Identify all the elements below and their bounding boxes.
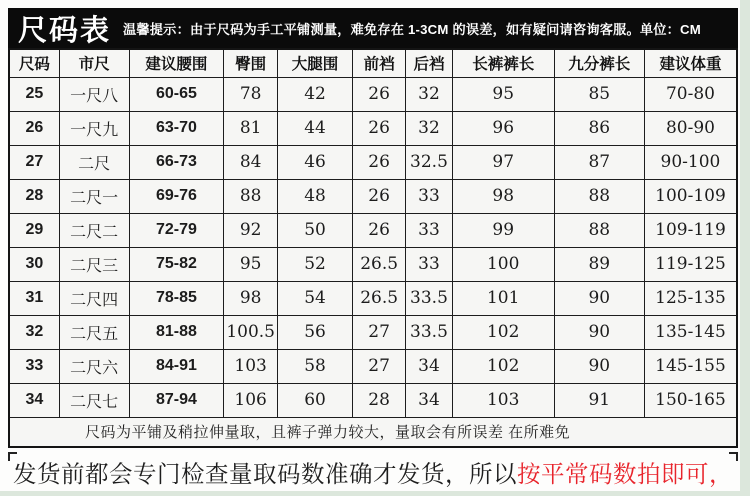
table-cell: 26 <box>353 179 406 213</box>
table-cell: 90-100 <box>644 145 737 179</box>
table-cell: 56 <box>278 315 353 349</box>
table-row <box>9 145 737 179</box>
table-cell: 34 <box>406 383 453 417</box>
table-cell: 63-70 <box>129 111 224 145</box>
table-cell: 99 <box>452 213 554 247</box>
table-cell: 34 <box>406 349 453 383</box>
table-cell: 81 <box>224 111 278 145</box>
table-row <box>9 111 737 145</box>
table-row <box>9 77 737 111</box>
table-cell: 78 <box>224 77 278 111</box>
table-cell: 60-65 <box>129 77 224 111</box>
table-row <box>9 383 737 417</box>
table-cell: 85 <box>554 77 644 111</box>
table-cell: 150-165 <box>644 383 737 417</box>
table-cell: 33 <box>406 213 453 247</box>
table-cell: 89 <box>554 247 644 281</box>
table-cell: 26 <box>353 77 406 111</box>
table-cell: 26 <box>353 145 406 179</box>
table-cell: 一尺九 <box>59 111 129 145</box>
table-cell: 二尺六 <box>59 349 129 383</box>
corner-mark-right-icon <box>729 452 738 461</box>
table-cell: 101 <box>452 281 554 315</box>
table-cell: 42 <box>278 77 353 111</box>
table-row <box>9 179 737 213</box>
table-cell: 145-155 <box>644 349 737 383</box>
table-row <box>9 213 737 247</box>
table-cell: 109-119 <box>644 213 737 247</box>
table-cell: 119-125 <box>644 247 737 281</box>
table-cell: 32 <box>406 111 453 145</box>
table-cell: 30 <box>9 247 59 281</box>
table-row <box>9 315 737 349</box>
table-cell: 27 <box>353 315 406 349</box>
table-cell: 60 <box>278 383 353 417</box>
table-cell: 102 <box>452 349 554 383</box>
table-cell: 二尺三 <box>59 247 129 281</box>
table-cell: 33.5 <box>406 281 453 315</box>
table-cell: 97 <box>452 145 554 179</box>
table-cell: 69-76 <box>129 179 224 213</box>
column-header: 臀围 <box>224 49 278 77</box>
table-cell: 26.5 <box>353 281 406 315</box>
table-cell: 103 <box>452 383 554 417</box>
table-body <box>9 77 737 417</box>
footer-notice <box>8 454 738 490</box>
table-cell: 75-82 <box>129 247 224 281</box>
table-cell: 25 <box>9 77 59 111</box>
table-note: 尺码为平铺及稍拉伸量取，且裤子弹力较大，量取会有所误差 在所难免 <box>9 417 737 447</box>
table-cell: 95 <box>452 77 554 111</box>
table-cell: 44 <box>278 111 353 145</box>
table-cell: 33.5 <box>406 315 453 349</box>
table-cell: 二尺 <box>59 145 129 179</box>
column-header: 前裆 <box>353 49 406 77</box>
table-cell: 88 <box>554 179 644 213</box>
table-cell: 二尺五 <box>59 315 129 349</box>
table-header-row <box>9 49 737 77</box>
table-cell: 106 <box>224 383 278 417</box>
table-cell: 87-94 <box>129 383 224 417</box>
table-row <box>9 247 737 281</box>
table-cell: 33 <box>406 179 453 213</box>
column-header: 长裤裤长 <box>452 49 554 77</box>
column-header: 后裆 <box>406 49 453 77</box>
table-cell: 87 <box>554 145 644 179</box>
table-row <box>9 349 737 383</box>
table-cell: 91 <box>554 383 644 417</box>
table-cell: 66-73 <box>129 145 224 179</box>
table-cell: 58 <box>278 349 353 383</box>
column-header: 建议体重 <box>644 49 737 77</box>
table-cell: 84-91 <box>129 349 224 383</box>
table-cell: 72-79 <box>129 213 224 247</box>
column-header: 市尺 <box>59 49 129 77</box>
page-title: 尺码表 <box>18 14 112 47</box>
table-cell: 一尺八 <box>59 77 129 111</box>
size-chart-panel <box>8 8 738 490</box>
table-cell: 28 <box>9 179 59 213</box>
table-cell: 135-145 <box>644 315 737 349</box>
footer-text-black: 发货前都会专门检查量取码数准确才发货，所以 <box>13 460 517 488</box>
column-header: 大腿围 <box>278 49 353 77</box>
table-cell: 32 <box>406 77 453 111</box>
table-cell: 80-90 <box>644 111 737 145</box>
table-cell: 31 <box>9 281 59 315</box>
table-cell: 50 <box>278 213 353 247</box>
corner-mark-left-icon <box>8 452 17 461</box>
table-cell: 二尺四 <box>59 281 129 315</box>
footer-text-red: 按平常码数拍即可， <box>517 460 733 488</box>
table-cell: 81-88 <box>129 315 224 349</box>
table-cell: 26 <box>353 111 406 145</box>
table-cell: 54 <box>278 281 353 315</box>
table-cell: 125-135 <box>644 281 737 315</box>
table-cell: 32 <box>9 315 59 349</box>
header-bar <box>8 8 738 48</box>
table-cell: 84 <box>224 145 278 179</box>
table-cell: 26 <box>9 111 59 145</box>
table-cell: 98 <box>224 281 278 315</box>
table-footer <box>9 417 737 447</box>
table-cell: 27 <box>353 349 406 383</box>
size-table <box>8 48 738 448</box>
table-cell: 70-80 <box>644 77 737 111</box>
table-cell: 88 <box>224 179 278 213</box>
table-cell: 48 <box>278 179 353 213</box>
table-cell: 28 <box>353 383 406 417</box>
column-header: 九分裤长 <box>554 49 644 77</box>
table-note-row <box>9 417 737 447</box>
column-header: 建议腰围 <box>129 49 224 77</box>
table-cell: 100.5 <box>224 315 278 349</box>
table-cell: 27 <box>9 145 59 179</box>
table-cell: 96 <box>452 111 554 145</box>
page-margin-bottom <box>0 491 750 496</box>
table-cell: 29 <box>9 213 59 247</box>
table-cell: 26 <box>353 213 406 247</box>
table-cell: 86 <box>554 111 644 145</box>
table-cell: 二尺二 <box>59 213 129 247</box>
table-cell: 33 <box>9 349 59 383</box>
table-cell: 92 <box>224 213 278 247</box>
table-cell: 100-109 <box>644 179 737 213</box>
table-cell: 二尺一 <box>59 179 129 213</box>
table-cell: 32.5 <box>406 145 453 179</box>
table-cell: 26.5 <box>353 247 406 281</box>
table-cell: 78-85 <box>129 281 224 315</box>
table-cell: 二尺七 <box>59 383 129 417</box>
table-cell: 102 <box>452 315 554 349</box>
table-cell: 100 <box>452 247 554 281</box>
header-tip: 温馨提示：由于尺码为手工平铺测量，难免存在 1-3CM 的误差，如有疑问请咨询客服。单位：CM <box>123 21 701 37</box>
table-cell: 90 <box>554 315 644 349</box>
table-row <box>9 281 737 315</box>
table-cell: 46 <box>278 145 353 179</box>
column-header: 尺码 <box>9 49 59 77</box>
table-cell: 95 <box>224 247 278 281</box>
table-cell: 33 <box>406 247 453 281</box>
table-cell: 52 <box>278 247 353 281</box>
table-cell: 90 <box>554 281 644 315</box>
table-cell: 103 <box>224 349 278 383</box>
table-header <box>9 49 737 77</box>
table-cell: 90 <box>554 349 644 383</box>
table-cell: 88 <box>554 213 644 247</box>
page-margin-right <box>740 0 750 496</box>
table-cell: 98 <box>452 179 554 213</box>
table-cell: 34 <box>9 383 59 417</box>
